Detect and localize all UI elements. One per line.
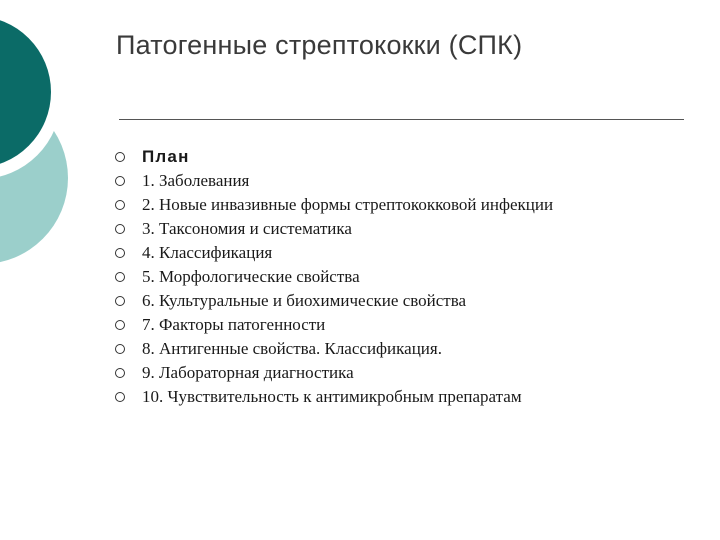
- bullet-icon: [115, 224, 125, 234]
- plan-list: [114, 145, 704, 409]
- list-item: [114, 217, 704, 241]
- bullet-icon: [115, 344, 125, 354]
- list-item-text: 9. Лабораторная диагностика: [142, 363, 354, 382]
- list-item-text: 6. Культуральные и биохимические свойства: [142, 291, 467, 310]
- list-item-text: 10. Чувствительность к антимикробным препаратам: [142, 387, 522, 406]
- bullet-icon: [115, 176, 125, 186]
- list-item: [114, 337, 704, 361]
- bullet-icon: [115, 296, 125, 306]
- list-item-text: 7. Факторы патогенности: [142, 315, 326, 334]
- bullet-icon: [115, 200, 125, 210]
- list-item: [114, 265, 704, 289]
- list-item: [114, 385, 704, 409]
- list-item-text: 1. Заболевания: [142, 171, 250, 190]
- list-item: [114, 241, 704, 265]
- list-heading: План: [142, 147, 190, 166]
- list-item-text: 5. Морфологические свойства: [142, 267, 360, 286]
- list-item: [114, 145, 704, 169]
- list-item: [114, 289, 704, 313]
- list-item-text: 3. Таксономия и систематика: [142, 219, 352, 238]
- list-item: [114, 313, 704, 337]
- list-item-text: 2. Новые инвазивные формы стрептококковой инфекции: [142, 195, 554, 214]
- list-item: [114, 193, 704, 217]
- list-item: [114, 361, 704, 385]
- bullet-icon: [115, 320, 125, 330]
- bullet-icon: [115, 248, 125, 258]
- decorative-circles: [0, 0, 90, 300]
- slide-title: Патогенные стрептококки (СПК): [116, 30, 523, 60]
- bullet-icon: [115, 152, 125, 162]
- title-divider: [119, 119, 684, 120]
- list-item-text: 8. Антигенные свойства. Классификация.: [142, 339, 442, 358]
- list-item-text: 4. Классификация: [142, 243, 273, 262]
- list-item: [114, 169, 704, 193]
- bullet-icon: [115, 392, 125, 402]
- bullet-icon: [115, 368, 125, 378]
- bullet-icon: [115, 272, 125, 282]
